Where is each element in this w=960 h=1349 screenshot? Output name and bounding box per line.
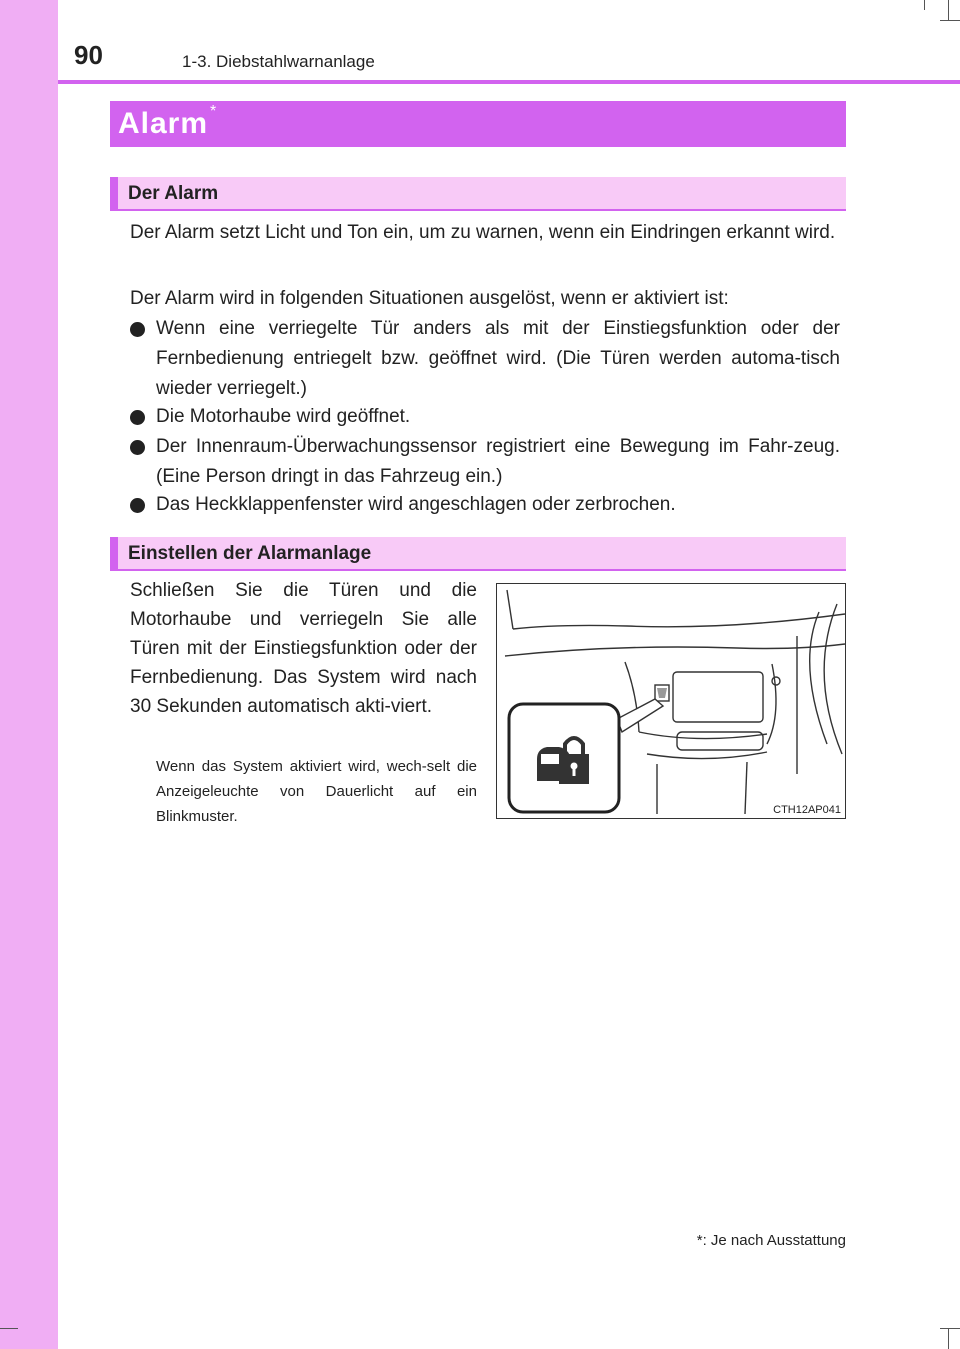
bullet-text: Das Heckklappenfenster wird angeschlagen oder zerbrochen. [156,494,676,515]
header-divider [58,80,960,84]
crop-mark [948,0,949,20]
section1-para2: Der Alarm wird in folgenden Situationen ausgelöst, wenn er aktiviert ist: [130,288,729,309]
crop-mark [0,1328,18,1329]
footnote [660,1232,846,1249]
page-title-text: Alarm [118,107,209,140]
section2-note: Wenn das System aktiviert wird, wech-selt die Anzeigeleuchte von Dauerlicht auf ein Blinkmuster. [156,758,477,825]
bullet-dot-icon [130,440,145,455]
bullet-dot-icon [130,498,145,513]
footnote-mark: * [696,1232,703,1249]
bullet-item-1 [130,314,840,404]
bullet-dot-icon [130,322,145,337]
section-heading-einstellen: Einstellen der Alarmanlage [110,537,846,571]
bullet-item-4 [130,490,840,520]
section1-para1: Der Alarm setzt Licht und Ton ein, um zu warnen, wenn ein Eindringen erkannt wird. [130,222,836,243]
bullet-item-2 [130,402,840,432]
figure-code: CTH12AP041 [773,804,841,816]
bullet-text: Die Motorhaube wird geöffnet. [156,406,411,427]
bullet-item-3 [130,432,840,492]
crop-mark [948,1328,949,1349]
section-heading-der-alarm: Der Alarm [110,177,846,211]
chapter-title: 1-3. Diebstahlwarnanlage [182,52,375,71]
bullet-dot-icon [130,410,145,425]
dashboard-drawing [497,584,845,818]
page-number: 90 [74,40,103,70]
footnote-text: : Je nach Ausstattung [702,1232,846,1249]
crop-mark [940,20,960,21]
bullet-text: Wenn eine verriegelte Tür anders als mit der Einstiegsfunktion oder der Fernbedienung entriegelt bzw. geöffnet wird. (Die Türen werden automa-tisch wieder verriegelt.) [156,318,840,399]
section2-para: Schließen Sie die Türen und die Motorhaube und verriegeln Sie alle Türen mit der Einstiegsfunktion oder der Fernbedienung. Das System wird nach 30 Sekunden automatisch akti-viert. [130,580,477,717]
title-footnote-mark: * [210,103,218,120]
page-title [110,101,846,147]
crop-mark [940,1328,960,1329]
dashboard-illustration [496,583,846,819]
bullet-text: Der Innenraum-Überwachungssensor registriert eine Bewegung im Fahr-zeug. (Eine Person dringt in das Fahrzeug ein.) [156,436,840,487]
crop-mark [924,0,925,10]
left-margin-strip [0,0,58,1349]
